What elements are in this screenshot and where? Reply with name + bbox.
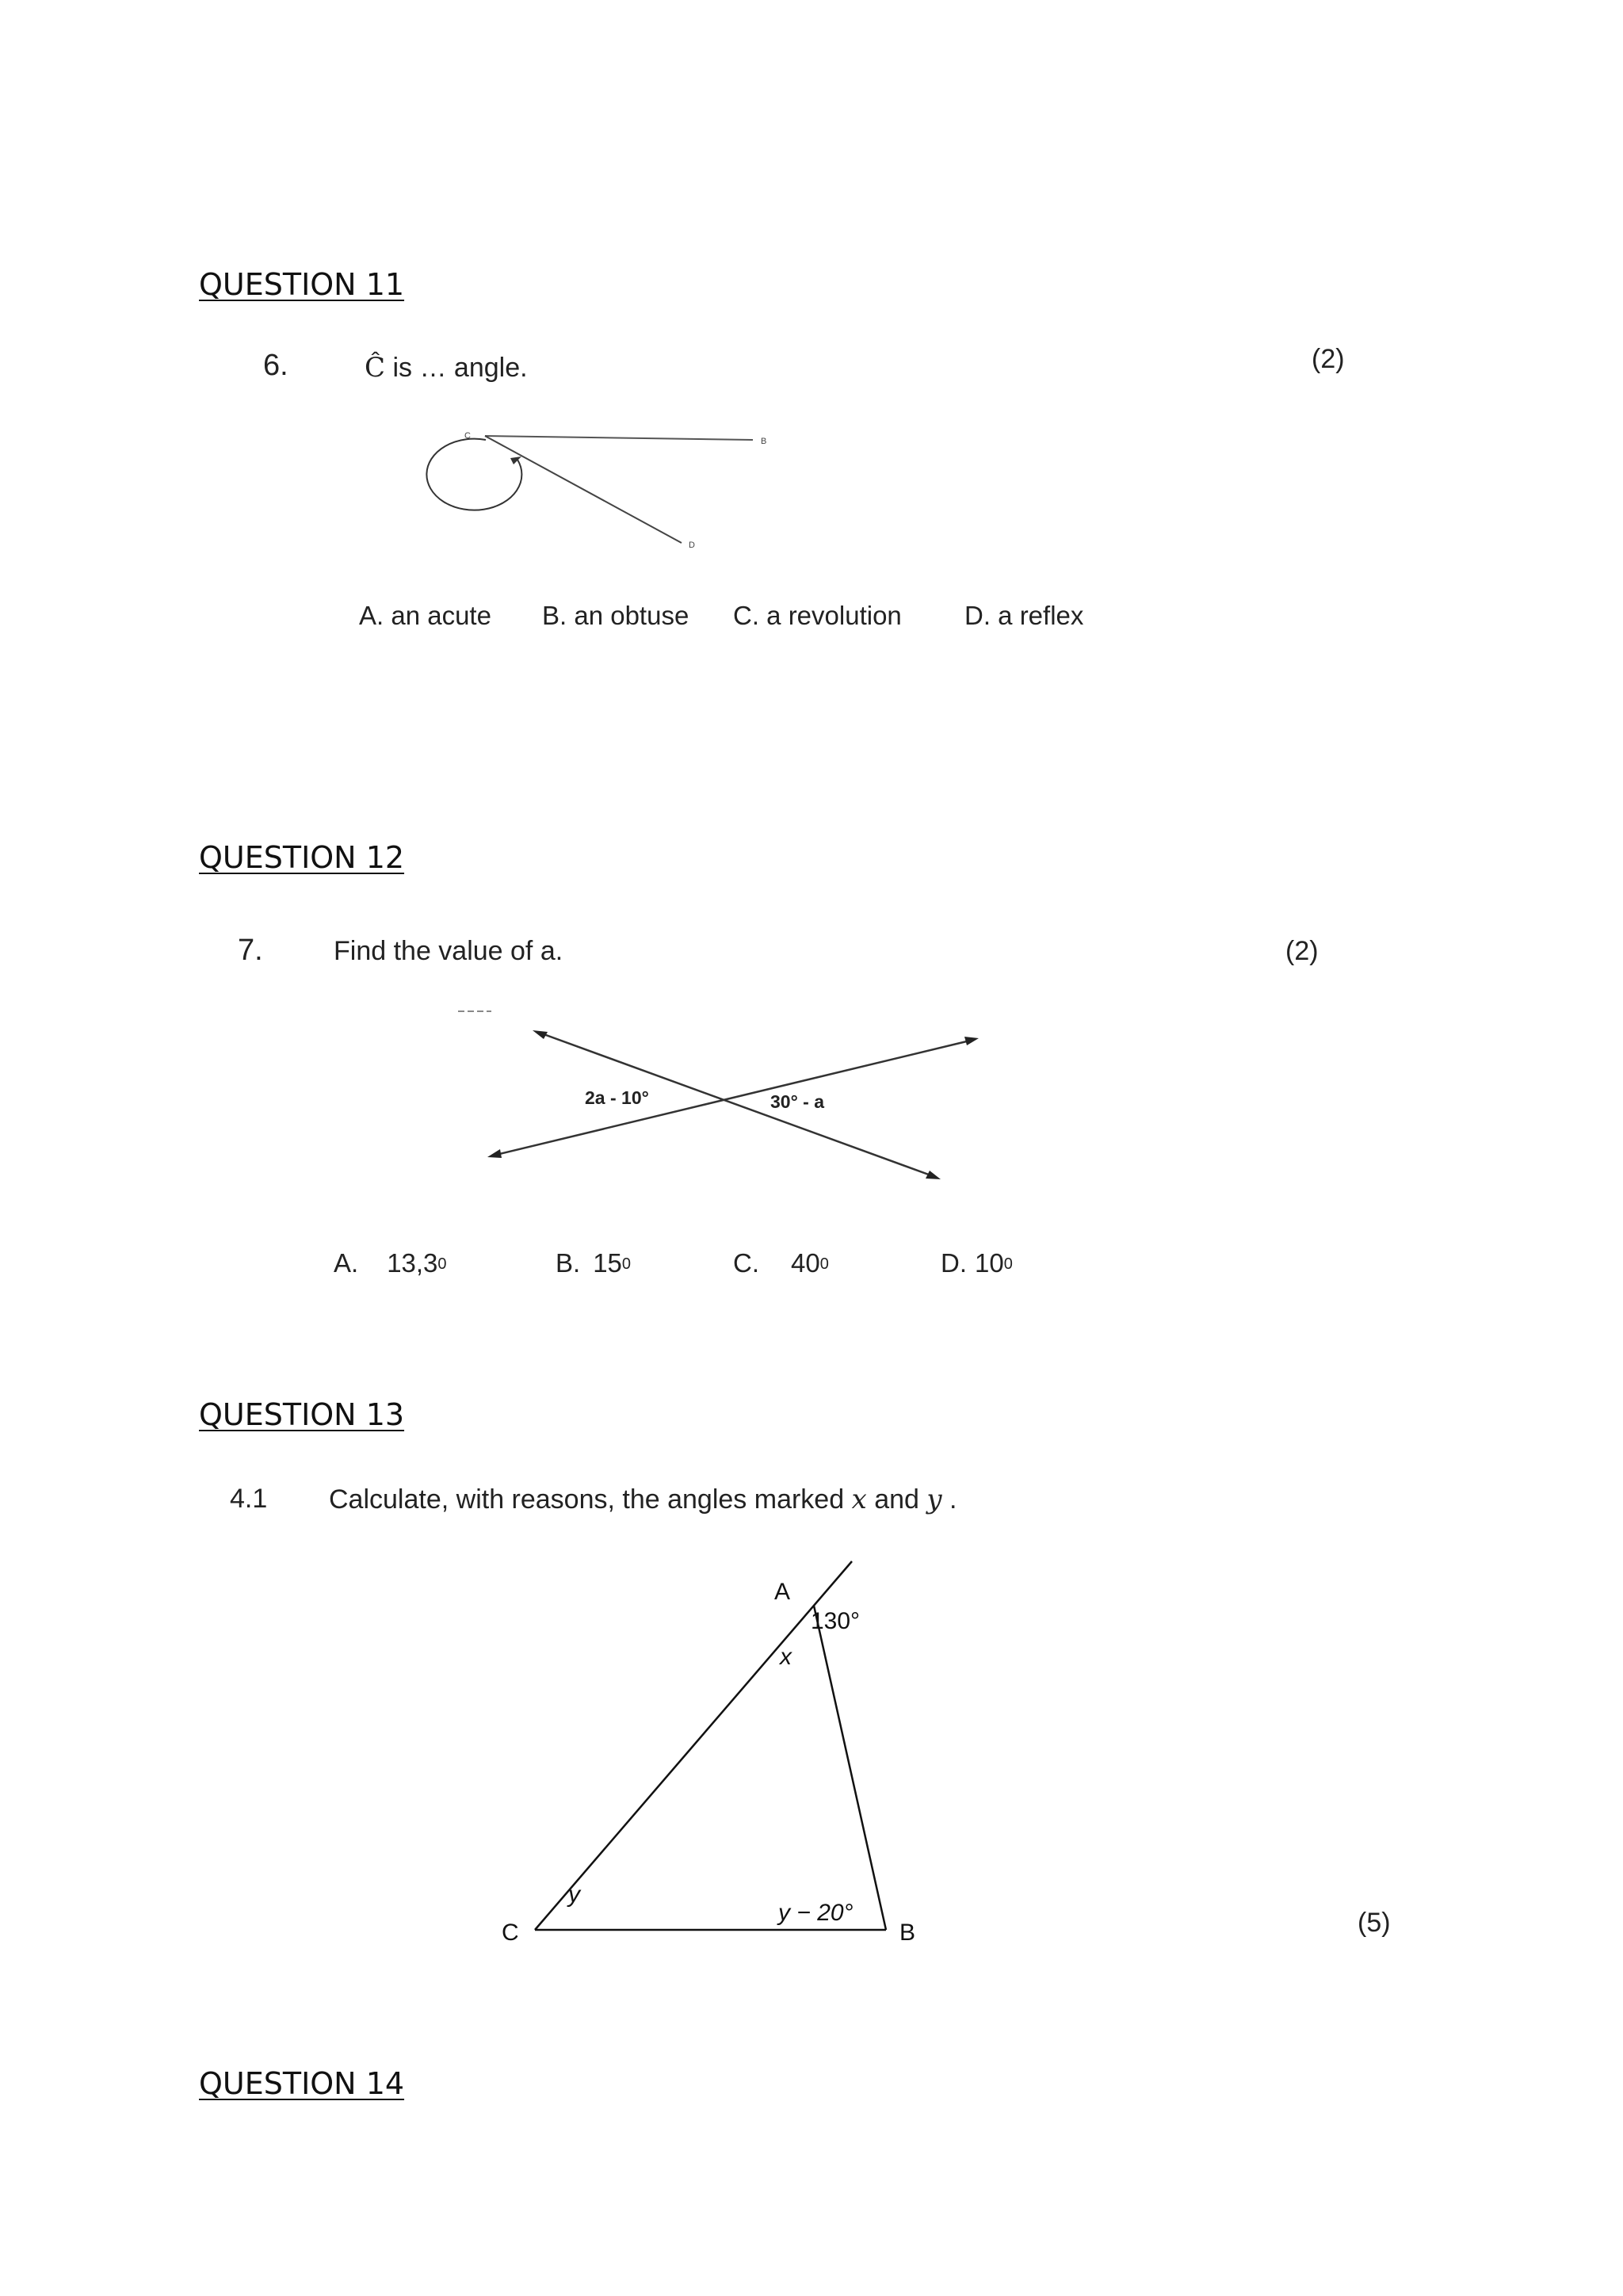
question-4-1-marks: (5): [1358, 1908, 1391, 1938]
q7-option-b-value: 15: [593, 1248, 622, 1278]
q7-option-d-letter: D.: [941, 1248, 967, 1278]
question-12-heading: QUESTION 12: [199, 840, 405, 875]
ray-cb: [485, 436, 753, 440]
question-14-heading: QUESTION 14: [199, 2066, 405, 2101]
angle-c-symbol: Ĉ: [365, 352, 386, 384]
question-6-text-rest: is … angle.: [385, 353, 528, 383]
vertex-label-c: C: [502, 1920, 519, 1946]
q7-option-c[interactable]: [733, 1248, 829, 1278]
q7-option-a-sup: 0: [437, 1255, 447, 1273]
exterior-angle-label: 130°: [811, 1608, 861, 1634]
line-2-arrow-end: [964, 1037, 979, 1045]
reflex-angle-diagram: [412, 396, 824, 563]
q7-option-d-value: 10: [975, 1248, 1004, 1278]
q41-text-end: .: [941, 1484, 957, 1515]
q41-text-before: Calculate, with reasons, the angles marked: [329, 1484, 852, 1515]
q7-option-b-letter: B.: [556, 1248, 581, 1278]
q7-option-a[interactable]: [334, 1248, 447, 1278]
question-7-marks: (2): [1285, 936, 1319, 966]
question-13-heading: QUESTION 13: [199, 1397, 405, 1432]
vertex-label-b: B: [899, 1920, 916, 1946]
intersecting-lines-diagram: [444, 999, 999, 1189]
question-4-1-number: 4.1: [230, 1484, 268, 1514]
line-2-arrow-start: [487, 1149, 502, 1158]
q7-option-c-value: 40: [791, 1248, 820, 1278]
q7-option-d-sup: 0: [1003, 1255, 1013, 1273]
vertex-label-a: A: [774, 1579, 791, 1605]
q6-option-b[interactable]: B. an obtuse: [542, 601, 689, 630]
point-label-b: B: [761, 437, 767, 446]
reflex-angle-arc: [426, 439, 521, 510]
angle-x-label: x: [780, 1644, 792, 1670]
question-4-1-text: [329, 1484, 957, 1515]
question-6-marks: (2): [1312, 344, 1345, 374]
question-11-heading: QUESTION 11: [199, 267, 405, 302]
q6-option-a[interactable]: A. an acute: [359, 601, 491, 630]
angle-label-right: 30° - a: [770, 1091, 825, 1112]
line-2: [493, 1040, 973, 1156]
side-ca-extended: [535, 1561, 852, 1930]
q7-option-c-sup: 0: [819, 1255, 829, 1273]
question-7-number: 7.: [238, 934, 263, 967]
vertex-label-c: C: [464, 431, 471, 441]
point-label-d: D: [689, 541, 695, 550]
q6-option-c[interactable]: C. a revolution: [733, 601, 902, 630]
q6-option-d[interactable]: D. a reflex: [964, 601, 1084, 630]
line-1-arrow-start: [533, 1030, 548, 1039]
question-6-text: [365, 352, 528, 384]
q7-option-a-value: 13,3: [387, 1248, 438, 1278]
question-6-number: 6.: [263, 349, 288, 382]
side-ab: [814, 1606, 886, 1930]
triangle-abc-diagram: [491, 1545, 935, 1958]
q41-var-x: x: [851, 1484, 867, 1515]
line-1-arrow-end: [926, 1171, 941, 1179]
angle-label-left: 2a - 10°: [585, 1087, 649, 1108]
angle-y-label: y: [568, 1881, 580, 1908]
question-7-text: Find the value of a.: [334, 936, 563, 966]
angle-b-label: y − 20°: [778, 1900, 854, 1926]
q7-option-b-sup: 0: [621, 1255, 632, 1273]
q7-option-d[interactable]: [941, 1248, 1013, 1278]
q41-text-and: and: [866, 1484, 927, 1515]
q7-option-b[interactable]: [556, 1248, 631, 1278]
q41-var-y: y: [926, 1484, 942, 1515]
q7-option-a-letter: A.: [334, 1248, 359, 1278]
q7-option-c-letter: C.: [733, 1248, 759, 1278]
ray-cd: [485, 436, 682, 543]
